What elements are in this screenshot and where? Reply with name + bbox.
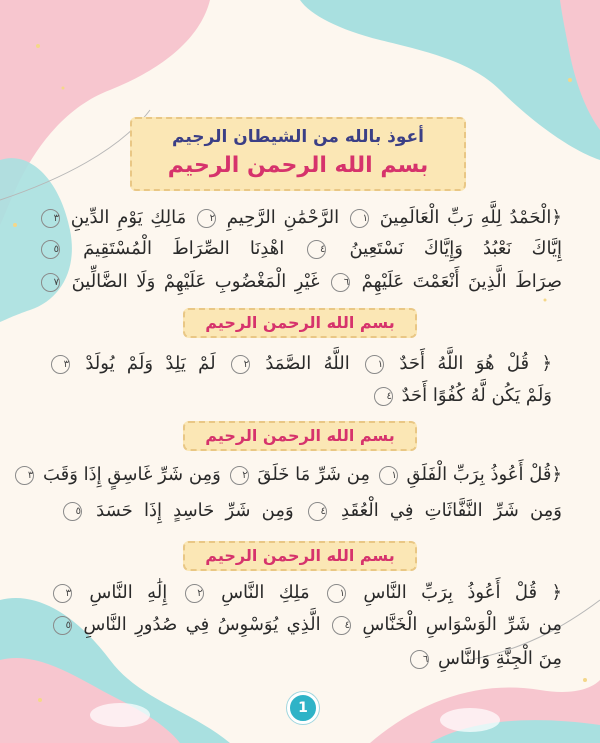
verse-text: وَمِن شَرِّ حَاسِدٍ إِذَا حَسَدَ bbox=[96, 500, 294, 521]
verse-number: ٣ bbox=[15, 466, 34, 485]
verse-text: ﴿قُلْ أَعُوذُ بِرَبِّ الْفَلَقِ bbox=[406, 464, 562, 485]
verse-text: اهْدِنَا الصِّرَاطَ الْمُسْتَقِيمَ bbox=[83, 238, 285, 259]
verse-text: صِرَاطَ الَّذِينَ أَنْعَمْتَ عَلَيْهِمْ bbox=[361, 271, 562, 292]
page-number-badge: 1 bbox=[287, 692, 319, 724]
verse-number: ١ bbox=[327, 584, 346, 603]
verse-text: مِن شَرِّ الْوَسْوَاسِ الْخَنَّاسِ bbox=[362, 614, 562, 635]
opening-basmala-text: بسم الله الرحمن الرحيم bbox=[167, 153, 429, 178]
nas-basmala: بسم الله الرحمن الرحيم bbox=[183, 541, 417, 571]
verse-text: ﴿الْحَمْدُ لِلَّهِ رَبِّ الْعَالَمِينَ bbox=[379, 207, 562, 228]
verse-text: مِن شَرِّ مَا خَلَقَ bbox=[257, 464, 371, 485]
ikhlas-line-1 bbox=[48, 353, 552, 374]
verse-text: وَمِن شَرِّ النَّفَّاثَاتِ فِي الْعُقَدِ bbox=[341, 500, 562, 521]
falaq-line-1 bbox=[27, 464, 562, 485]
verse-number: ٦ bbox=[331, 273, 350, 292]
verse-text: الَّذِي يُوَسْوِسُ فِي صُدُورِ النَّاسِ bbox=[83, 614, 321, 635]
verse-number: ٣ bbox=[53, 584, 72, 603]
opening-label-box bbox=[130, 117, 466, 191]
ikhlas-basmala: بسم الله الرحمن الرحيم bbox=[183, 308, 417, 338]
falaq-basmala: بسم الله الرحمن الرحيم bbox=[183, 421, 417, 451]
ikhlas-line-2 bbox=[371, 385, 552, 406]
verse-text: إِيَّاكَ نَعْبُدُ وَإِيَّاكَ نَسْتَعِينُ bbox=[349, 238, 562, 259]
verse-number: ٦ bbox=[410, 650, 429, 669]
verse-text: اللَّهُ الصَّمَدُ bbox=[265, 353, 350, 374]
verse-text: إِلَٰهِ النَّاسِ bbox=[89, 582, 168, 603]
verse-number: ٣ bbox=[41, 209, 60, 228]
verse-text: غَيْرِ الْمَغْضُوبِ عَلَيْهِمْ وَلَا الضَّالِّينَ bbox=[71, 271, 320, 292]
verse-text: مِنَ الْجِنَّةِ وَالنَّاسِ bbox=[437, 648, 562, 669]
verse-number: ٤ bbox=[374, 387, 393, 406]
fatiha-line-1 bbox=[38, 207, 562, 228]
verse-number: ٢ bbox=[197, 209, 216, 228]
verse-number: ١ bbox=[379, 466, 398, 485]
verse-number: ٤ bbox=[332, 616, 351, 635]
falaq-line-2 bbox=[60, 500, 562, 521]
verse-text: مَالِكِ يَوْمِ الدِّينِ bbox=[70, 207, 187, 228]
verse-text: لَمْ يَلِدْ وَلَمْ يُولَدْ bbox=[85, 353, 216, 374]
verse-number: ٢ bbox=[231, 355, 250, 374]
verse-text: وَلَمْ يَكُن لَّهُ كُفُوًا أَحَدٌ bbox=[401, 385, 552, 406]
verse-number: ٧ bbox=[41, 273, 60, 292]
verse-number: ٤ bbox=[308, 502, 327, 521]
nas-line-3 bbox=[407, 648, 562, 669]
istiadha-text: أعوذ بالله من الشيطان الرجيم bbox=[172, 127, 424, 147]
nas-line-2 bbox=[50, 614, 562, 635]
verse-text: ﴿ قُلْ هُوَ اللَّهُ أَحَدٌ bbox=[399, 353, 552, 374]
verse-text: الرَّحْمَٰنِ الرَّحِيمِ bbox=[226, 207, 340, 228]
verse-number: ٤ bbox=[307, 240, 326, 259]
nas-line-1 bbox=[50, 582, 562, 603]
verse-text: وَمِن شَرِّ غَاسِقٍ إِذَا وَقَبَ bbox=[42, 464, 221, 485]
verse-number: ٥ bbox=[41, 240, 60, 259]
verse-number: ١ bbox=[365, 355, 384, 374]
verse-text: ﴿ قُلْ أَعُوذُ بِرَبِّ النَّاسِ bbox=[363, 582, 562, 603]
verse-number: ٣ bbox=[51, 355, 70, 374]
verse-number: ٢ bbox=[185, 584, 204, 603]
fatiha-line-2 bbox=[38, 238, 562, 259]
verse-number: ٥ bbox=[53, 616, 72, 635]
verse-number: ٥ bbox=[63, 502, 82, 521]
fatiha-line-3 bbox=[38, 271, 562, 292]
verse-number: ٢ bbox=[230, 466, 249, 485]
verse-text: مَلِكِ النَّاسِ bbox=[221, 582, 310, 603]
verse-number: ١ bbox=[350, 209, 369, 228]
